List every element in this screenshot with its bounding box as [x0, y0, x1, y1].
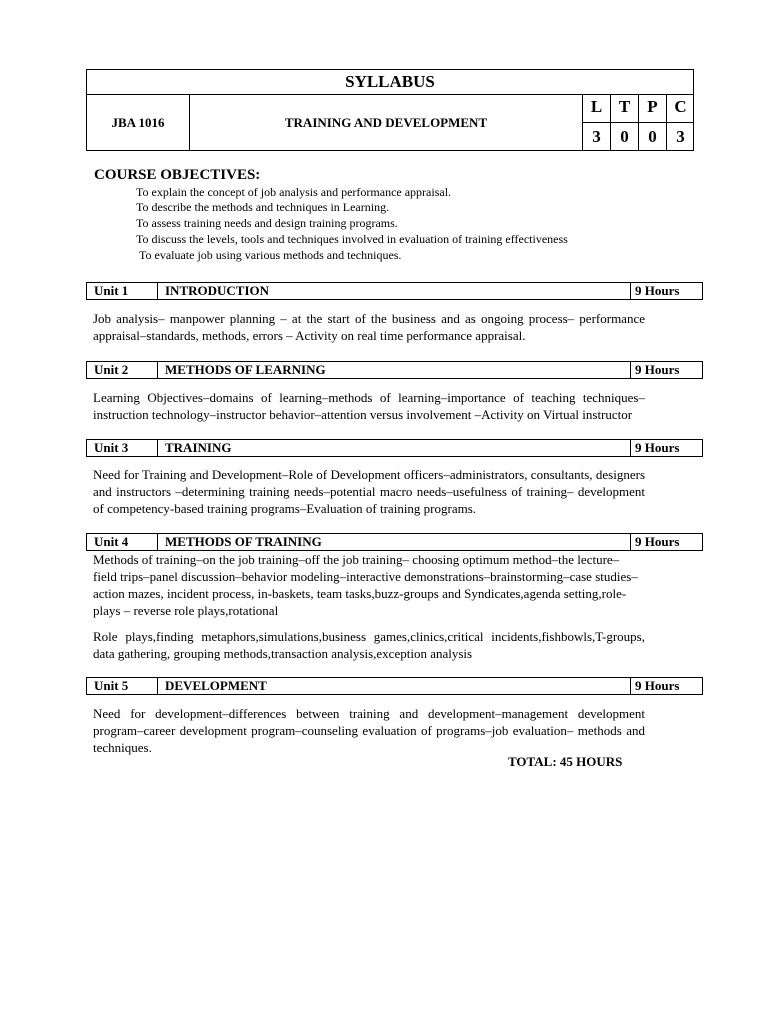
ltpc-grid	[582, 94, 694, 151]
unit-title: METHODS OF TRAINING	[165, 534, 322, 549]
unit-2-content: Learning Objectives–domains of learning–methods of learning–importance of teaching techniques– instruction technology–instructor behavior–attention versus involvement –Activity on Virtual instructor	[93, 390, 645, 422]
unit-5-header	[86, 677, 703, 695]
unit-number: Unit 4	[94, 534, 129, 549]
ltpc-value-t: 0	[610, 122, 638, 151]
unit-3-header	[86, 439, 703, 457]
unit-hours: 9 Hours	[635, 440, 680, 455]
unit-4-content-continued: Role plays,finding metaphors,simulations,business games,clinics,critical incidents,fishbowls,T-groups, data gathering, grouping methods,transaction analysis,exception analysis	[93, 629, 645, 661]
ltpc-label-p: P	[638, 94, 666, 122]
unit-title: INTRODUCTION	[165, 283, 270, 298]
unit-title: TRAINING	[165, 440, 232, 455]
syllabus-title: SYLLABUS	[87, 70, 693, 95]
objective-item: To describe the methods and techniques in Learning.	[136, 200, 390, 214]
ltpc-label-l: L	[582, 94, 610, 122]
unit-1-content: Job analysis– manpower planning – at the start of the business and as ongoing process– performance appraisal–standards, methods, errors – Activity on real time performance appraisal.	[93, 311, 645, 343]
unit-4-header	[86, 533, 703, 551]
unit-4-content: Methods of training–on the job training–off the job training– choosing optimum method–the lecture– field trips–panel discussion–behavior modeling–interactive demonstrations–brainstorming–case studies–action mazes, incident process, in-baskets, team tasks,buzz-groups and Syndicates,agenda setting,role-plays – reverse role plays,rotational	[93, 552, 638, 618]
unit-title: DEVELOPMENT	[165, 678, 267, 693]
unit-number: Unit 5	[94, 678, 129, 693]
unit-number: Unit 1	[94, 283, 129, 298]
ltpc-label-t: T	[610, 94, 638, 122]
ltpc-value-p: 0	[638, 122, 666, 151]
ltpc-value-l: 3	[582, 122, 610, 151]
ltpc-value-c: 3	[666, 122, 694, 151]
course-name: TRAINING AND DEVELOPMENT	[284, 115, 488, 130]
unit-hours: 9 Hours	[635, 362, 680, 377]
objective-item: To evaluate job using various methods and techniques.	[139, 248, 402, 262]
ltpc-label-c: C	[666, 94, 694, 122]
objective-item: To discuss the levels, tools and techniques involved in evaluation of training effectiveness	[136, 232, 568, 246]
unit-hours: 9 Hours	[635, 283, 680, 298]
total-hours: TOTAL: 45 HOURS	[508, 754, 623, 769]
unit-1-header	[86, 282, 703, 300]
syllabus-header-table	[86, 69, 694, 151]
unit-title: METHODS OF LEARNING	[165, 362, 326, 377]
unit-number: Unit 3	[94, 440, 129, 455]
unit-number: Unit 2	[94, 362, 129, 377]
objectives-heading: COURSE OBJECTIVES:	[94, 167, 261, 183]
unit-3-content: Need for Training and Development–Role of Development officers–administrators, consultants, designers and instructors –determining training needs–potential macro needs–usefulness of training– development of competency-based training programs–Evaluation of training programs.	[93, 467, 645, 516]
objective-item: To assess training needs and design training programs.	[136, 216, 398, 230]
objective-item: To explain the concept of job analysis and performance appraisal.	[136, 185, 452, 199]
unit-5-content: Need for development–differences between training and development–management development program–career development program–counseling evaluation of programs–job evaluation– methods and techniques.	[93, 706, 645, 755]
course-code: JBA 1016	[87, 94, 190, 151]
unit-hours: 9 Hours	[635, 534, 680, 549]
unit-2-header	[86, 361, 703, 379]
unit-hours: 9 Hours	[635, 678, 680, 693]
